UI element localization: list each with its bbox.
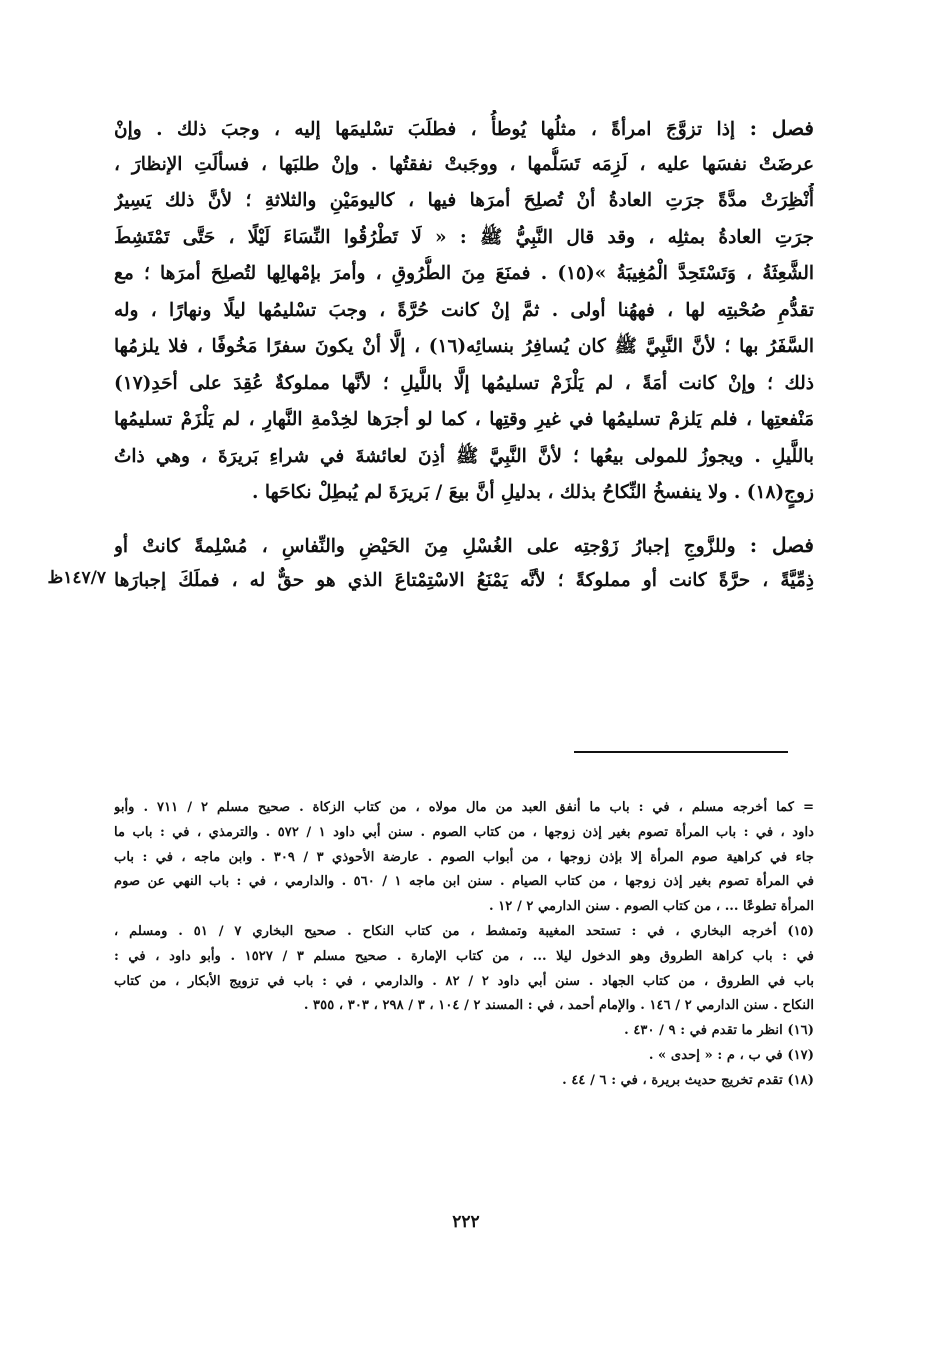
footnote-line: (١٦) انظر ما تقدم في : ٩ / ٤٣٠ . (624, 1023, 814, 1039)
text-line-content: إذا تزوَّجَ امرأةً ، مثلُها يُوطأُ ، فطلَبَ تسْليمَها إليه ، وجبَ ذلك . وإنْ (114, 119, 736, 140)
footnote-line: (١٨) تقدم تخريج حديث بريرة ، في : ٦ / ٤٤ . (562, 1072, 814, 1088)
footnote-line: = كما أخرجه مسلم ، في : باب ما أنفق العبد من مال مولاه ، من كتاب الزكاة . صحيح مسلم ٢ / ٧١١ . وأبو (114, 800, 814, 815)
text-line (114, 110, 814, 147)
footnote-line: (١٥) أخرجه البخاري ، في : تستحد المغيبة وتمشط ، من كتاب النكاح . صحيح البخاري ٧ / ٥١ . ومسلم ، (114, 923, 814, 939)
footnotes (114, 796, 814, 1094)
text-line: جرَتِ العادةُ بمثلِه ، وقد قال النَّبِيُّ ﷺ : « لَا تَطْرُقُوا النِّسَاءَ لَيْلًا ، حَتَّى تَمْتَشِطَ (114, 226, 814, 248)
footnote-separator (574, 751, 788, 753)
footnote-line: في : باب كراهة الطروق وهو الدخول ليلا ... ، من كتاب الإمارة . صحيح مسلم ٣ / ١٥٢٧ . وأبو داود ، في : (114, 948, 814, 964)
page-number: ٢٢٢ (452, 1212, 480, 1232)
text-line: عرضَتْ نفسَها عليه ، لَزِمَه تَسَلُّمها ، ووجَبتْ نفقتُها . وإنْ طلبَها ، فسألَتِ الإنظارَ ، (114, 153, 814, 175)
text-line: تقدُّمِ صُحْبتِه لها ، فههُنا أولى . ثمَّ إنْ كانت حُرَّةً ، وجبَ تسْليمُها ليلًا ونهارًا ، وله (114, 299, 814, 321)
text-line: السَّفَرُ بها ؛ لأنَّ النَّبِيَّ ﷺ كان يُسافِرُ بنسائِه(١٦) ، إلَّا أنْ يكونَ سفرًا مَخُوفًا ، فلا يلزمُها (114, 336, 814, 357)
text-line: الشَّعِثَةُ ، وَتَسْتَحِدَّ الْمُغِيبَةُ »(١٥) . فمنَعَ مِنَ الطُّرُوقِ ، وأمرَ بإمْهالِها لتُصلِحَ أمرَها ؛ مع (114, 263, 814, 284)
text-line: زوجٍ(١٨) . ولا ينفسخُ النِّكاحُ بذلك ، بدليلِ أنَّ بيعَ / بَريرَةَ لم يُبطِلْ نكاحَها . (252, 482, 814, 503)
text-line-content: وللزَّوجِ إجبارُ زَوْجتِه على الغُسْلِ مِنَ الحَيْضِ والنِّفاسِ ، مُسْلِمةً كانتْ أو (114, 535, 736, 557)
footnote-line: في المرأة تصوم بغير إذن زوجها ، من كتاب الصيام . سنن ابن ماجه ١ / ٥٦٠ . والدارمي ، في : باب النهي عن صوم (114, 874, 814, 890)
text-line: أُنْظِرَتْ مدَّةً جرَتِ العادةُ أنْ تُصلِحَ أمرَها فيها ، كاليومَيْنِ والثلاثةِ ؛ لأنَّ ذلك يَسِيرٌ (114, 190, 814, 211)
footnote-line: داود ، في : باب المرأة تصوم بغير إذن زوجها ، من كتاب الصوم . سنن أبي داود ١ / ٥٧٢ . والترمذي ، في : باب ما (114, 824, 814, 840)
section-heading: فصل : (749, 116, 814, 140)
margin-reference: ١٤٧/٧ظ (47, 568, 106, 588)
text-line: مَنْفعتِها ، فلم يَلزمْ تسليمُها في غيرِ وقتِها ، كما لو أجرَها لخِدْمةِ النَّهارِ ، لم يَلْزَمْ تسليمُها (114, 409, 814, 430)
footnote-line: النكاح . سنن الدارمي ٢ / ١٤٦ . والإمام أحمد ، في : المسند ٢ / ١٠٤ ، ٣ / ٢٩٨ ، ٣٠٣ ، ٣٥٥ . (303, 998, 814, 1014)
text-line: باللَّيلِ . ويجوزُ للمولى بيعُها ؛ لأنَّ النَّبِيَّ ﷺ أذِنَ لعائشةَ في شراءِ بَريرَةَ ، وهي ذاتُ (114, 445, 814, 467)
section-heading: فصل : (749, 532, 814, 557)
footnote-line: (١٧) في ب ، م : « إحدى » . (648, 1047, 814, 1063)
text-line: ذلك ؛ وإنْ كانت أمَةً ، لم يَلْزَمْ تسليمُها إلَّا باللَّيلِ ؛ لأنَّها مملوكةٌ عُقِدَ على أحَدِ(١٧) (114, 372, 814, 394)
main-text (114, 110, 814, 600)
text-line (114, 527, 814, 564)
paragraph-gap (114, 512, 814, 527)
footnote-line: باب في الطروق ، من كتاب الجهاد . سنن أبي داود ٢ / ٨٢ . والدارمي ، في : باب في تزويج الأبكار ، من كتاب (114, 973, 814, 989)
text-line: ذِمِّيَّةً ، حرَّةً كانت أو مملوكةً ؛ لأنَّه يَمْنَعُ الاسْتِمْتاعَ الذي هو حقٌّ له ، فملَكَ إجبارَها (114, 570, 814, 591)
footnote-line: جاء في كراهية صوم المرأة إلا بإذن زوجها ، من أبواب الصوم . عارضة الأحوذي ٣ / ٣٠٩ . وابن ماجه ، في : باب (114, 849, 814, 865)
footnote-line: المرأة تطوعًا ... ، من كتاب الصوم . سنن الدارمي ٢ / ١٢ . (489, 899, 814, 915)
